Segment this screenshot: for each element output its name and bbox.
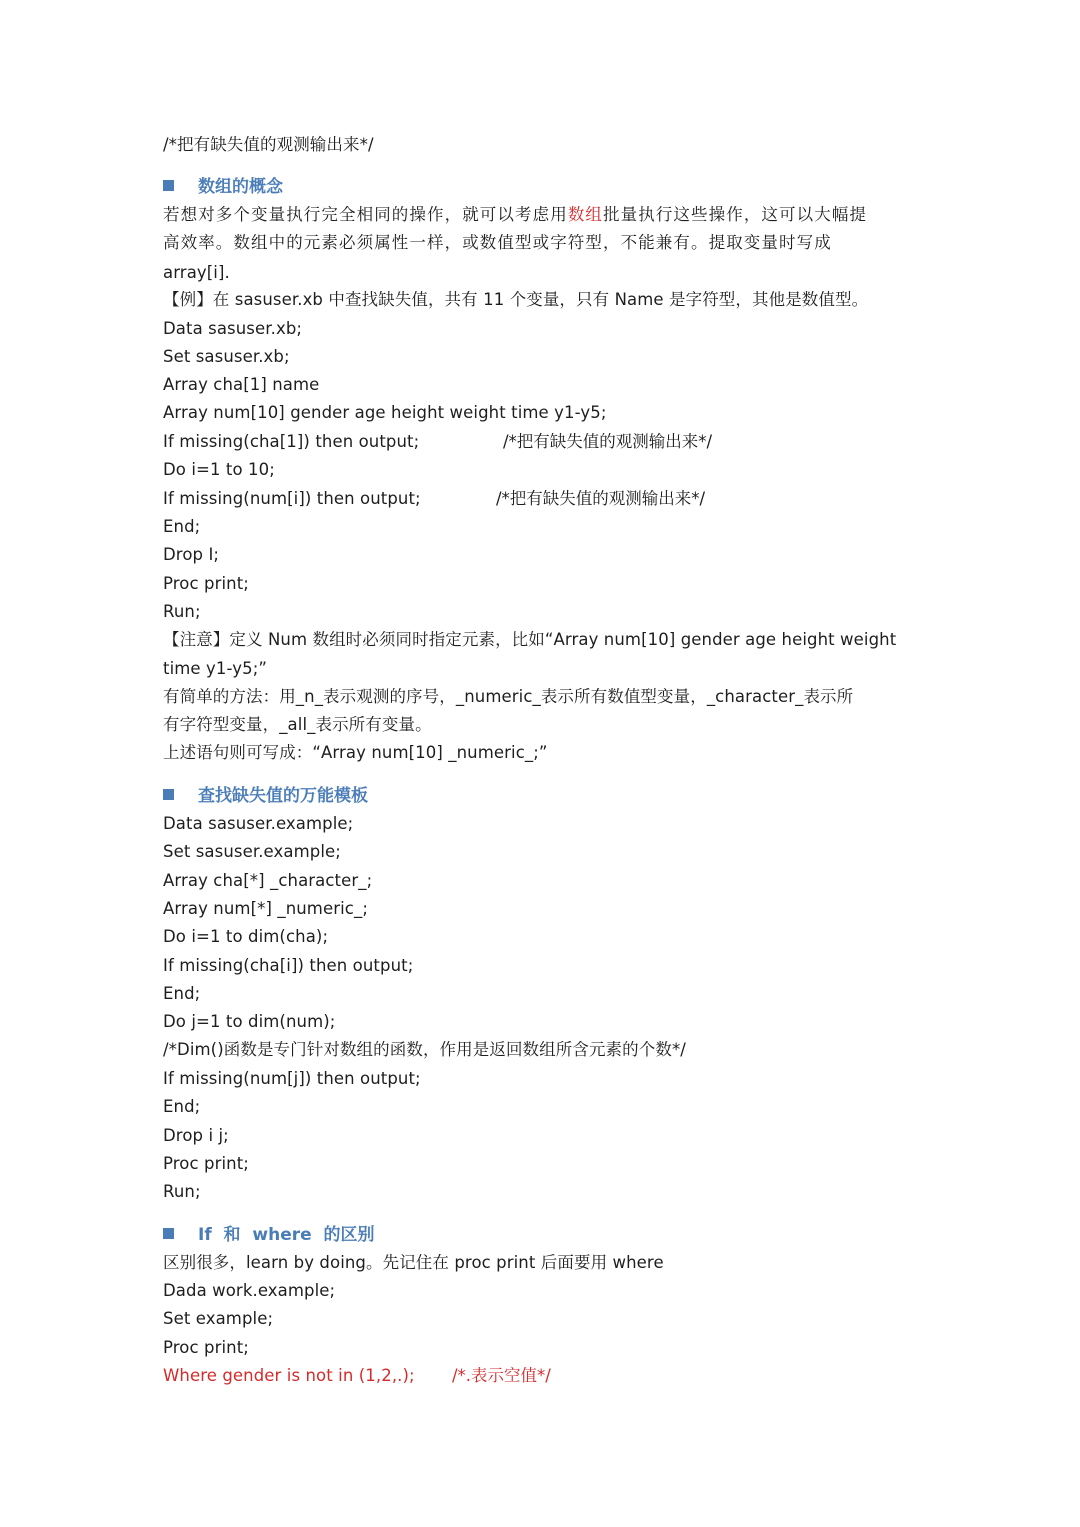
code-line: Array num[10] gender age height weight time y1-y5; [163,403,607,422]
section-heading-if-vs-where [163,1224,374,1246]
top-comment: /*把有缺失值的观测输出来*/ [163,135,374,154]
code-line: End; [163,984,201,1003]
code-line: Do i=1 to dim(cha); [163,927,329,946]
code-line: Drop I; [163,545,220,564]
code-comment: /*把有缺失值的观测输出来*/ [503,432,713,451]
code-line: Array cha[1] name [163,375,320,394]
code-line: If missing(cha[1]) then output; [163,432,420,451]
code-line: If missing(num[j]) then output; [163,1069,421,1088]
paragraph-text: 若想对多个变量执行完全相同的操作，就可以考虑用 [163,205,568,224]
code-line: /*Dim()函数是专门针对数组的函数，作用是返回数组所含元素的个数*/ [163,1040,686,1059]
code-line: Set sasuser.xb; [163,347,290,366]
code-line: Dada work.example; [163,1281,336,1300]
code-line: Set sasuser.example; [163,842,341,861]
tip-line: 有简单的方法：用_n_表示观测的序号，_numeric_表示所有数值型变量，_character_表示所 [163,687,854,706]
code-line-highlighted: Where gender is not in (1,2,.); [163,1366,415,1385]
paragraph-text: 批量执行这些操作，这可以大幅提 [603,205,868,224]
paragraph-line: 高效率。数组中的元素必须属性一样，或数值型或字符型，不能兼有。提取变量时写成 [163,233,832,252]
square-bullet-icon [163,180,174,191]
section-heading-array-concept [163,176,283,198]
code-line: Proc print; [163,1338,249,1357]
paragraph-line: 区别很多，learn by doing。先记住在 proc print 后面要用 where [163,1253,664,1272]
code-line: Do j=1 to dim(num); [163,1012,336,1031]
square-bullet-icon [163,1228,174,1239]
square-bullet-icon [163,789,174,800]
code-comment-highlighted: /*.表示空值*/ [452,1366,551,1385]
code-line: Array num[*] _numeric_; [163,899,368,918]
tip-line: 有字符型变量，_all_表示所有变量。 [163,715,432,734]
highlighted-term: 数组 [567,205,604,224]
code-line: Run; [163,602,201,621]
code-line: Set example; [163,1309,274,1328]
code-line: Do i=1 to 10; [163,460,275,479]
code-line: If missing(cha[i]) then output; [163,956,414,975]
code-line: Proc print; [163,574,249,593]
paragraph-line: array[i]. [163,263,230,282]
note-line: time y1-y5;” [163,659,268,678]
code-line: If missing(num[i]) then output; [163,489,421,508]
section-heading-text: If 和 where 的区别 [198,1225,375,1245]
code-line: Run; [163,1182,201,1201]
note-line: 【注意】定义 Num 数组时必须同时指定元素，比如“Array num[10] gender age height weight [163,630,897,649]
paragraph-line [163,204,867,226]
section-heading-text: 查找缺失值的万能模板 [198,786,368,806]
code-line: Array cha[*] _character_; [163,871,373,890]
section-heading-text: 数组的概念 [198,177,283,197]
code-line: Proc print; [163,1154,249,1173]
code-line: Drop i j; [163,1126,229,1145]
code-line: Data sasuser.example; [163,814,354,833]
code-line: End; [163,1097,201,1116]
section-heading-missing-template [163,785,368,807]
code-comment: /*把有缺失值的观测输出来*/ [496,489,706,508]
example-line: 【例】在 sasuser.xb 中查找缺失值，共有 11 个变量，只有 Name 是字符型，其他是数值型。 [163,290,869,309]
code-line: Data sasuser.xb; [163,319,303,338]
code-line: End; [163,517,201,536]
tip-line: 上述语句则可写成：“Array num[10] _numeric_;” [163,743,548,762]
